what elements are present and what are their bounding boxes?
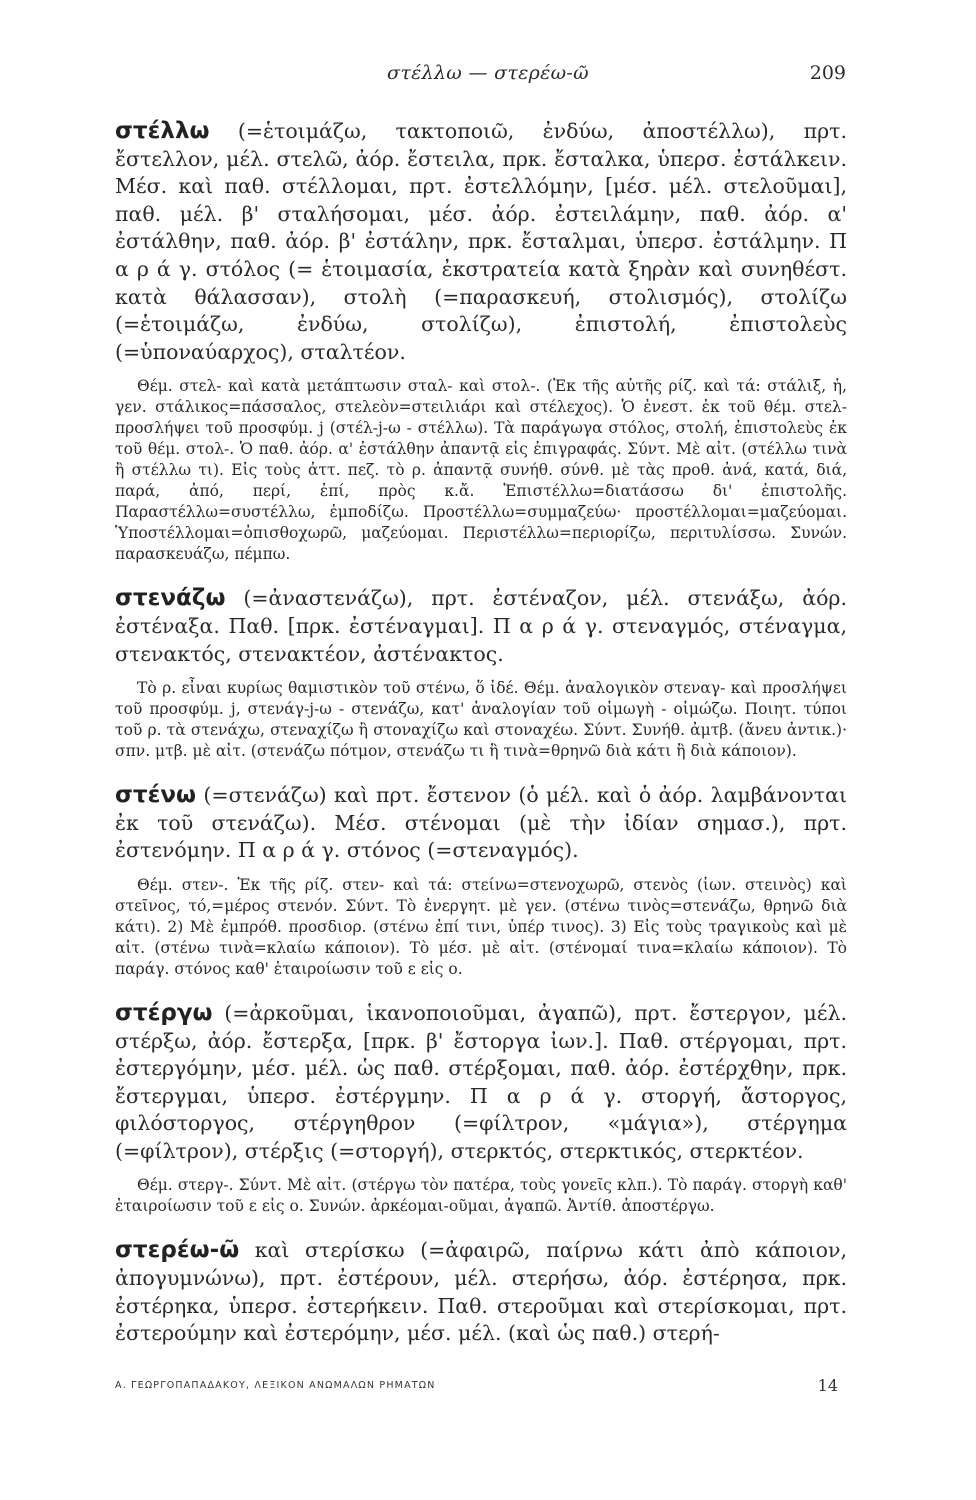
headword: στένω xyxy=(115,782,197,809)
entry-stergo xyxy=(115,1000,847,1218)
entry-stereo xyxy=(115,1237,847,1347)
entry-definition: (=ἑτοιμάζω, τακτοποιῶ, ἐνδύω, ἀποστέλλω), πρτ. ἔστελλον, μέλ. στελῶ, ἀόρ. ἔστειλα, πρκ. ἔσταλκα, ὑπερσ. ἐστάλκειν. Μέσ. καὶ παθ. στέλλομαι, πρτ. ἐστελλόμην, [μέσ. μέλ. στελοῦμαι], παθ. μέλ. β' σταλήσομαι, μέσ. ἀόρ. ἐστειλάμην, παθ. ἀόρ. α' ἐστάλθην, παθ. ἀόρ. β' ἐστάλην, πρκ. ἔσταλμαι, ὑπερσ. ἐστάλμην. Π α ρ ά γ. στόλος (= ἑτοιμασία, ἐκστρατεία κατὰ ξηρὰν καὶ συνηθέστ. κατὰ θάλασσαν), στολὴ (=παρασκευή, στολισμός), στολίζω (=ἑτοιμάζω, ἐνδύω, στολίζω), ἐπιστολή, ἐπιστολεὺς (=ὑποναύαρχος), σταλτέον. xyxy=(115,119,847,364)
headword: στέργω xyxy=(115,999,213,1026)
entry-stenazo xyxy=(115,585,847,762)
entry-main-text xyxy=(115,1237,847,1347)
etymology-note: Θέμ. στελ- καὶ κατὰ μετάπτωσιν σταλ- καὶ στολ-. (Ἐκ τῆς αὐτῆς ρίζ. καὶ τά: στάλιξ, ἡ, γεν. στάλικος=πάσσαλος, στελεὸν=στειλιάρι καὶ στέλεχος). Ὁ ἐνεστ. ἐκ τοῦ θέμ. στελ- προσλήψει τοῦ προσφύμ. j (στέλ-j-ω - στέλλω). Τὰ παράγωγα στόλος, στολή, ἐπιστολεὺς ἐκ τοῦ θέμ. στολ-. Ὁ παθ. ἀόρ. α' ἐστάλθην ἀπαντᾷ εἰς ἐπιγραφάς. Σύντ. Μὲ αἰτ. (στέλλω τινὰ ἢ στέλλω τι). Εἰς τοὺς ἀττ. πεζ. τὸ ρ. ἀπαντᾷ συνήθ. σύνθ. μὲ τὰς προθ. ἀνά, κατά, διά, παρά, ἀπό, περί, ἐπί, πρὸς κ.ἄ. Ἐπιστέλλω=διατάσσω δι' ἐπιστολῆς. Παραστέλλω=συστέλλω, ἐμποδίζω. Προστέλλω=συμμαζεύω· προστέλλομαι=μαζεύομαι. Ὑποστέλλομαι=ὀπισθοχωρῶ, μαζεύομαι. Περιστέλλω=περιορίζω, περιτυλίσσω. Συνών. παρασκευάζω, πέμπω. xyxy=(115,377,847,564)
entry-definition: (=στενάζω) καὶ πρτ. ἔστενον (ὁ μέλ. καὶ ὁ ἀόρ. λαμβάνονται ἐκ τοῦ στενάζω). Μέσ. στένομαι (μὲ τὴν ἰδίαν σημασ.), πρτ. ἐστενόμην. Π α ρ ά γ. στόνος (=στεναγμός). xyxy=(115,783,847,863)
etymology-note: Θέμ. στεν-. Ἐκ τῆς ρίζ. στεν- καὶ τά: στείνω=στενοχωρῶ, στενὸς (ἰων. στεινὸς) καὶ στεῖνος, τό,=μέρος στενόν. Σύντ. Τὸ ἐνεργητ. μὲ γεν. (στένω τινὸς=στενάζω, θρηνῶ διὰ κάτι). 2) Μὲ ἐμπρόθ. προσδιορ. (στένω ἐπί τινι, ὑπέρ τινος). 3) Εἰς τοὺς τραγικοὺς καὶ μὲ αἰτ. (στένω τινὰ=κλαίω κάποιον). Τὸ μέσ. μὲ αἰτ. (στένομαί τινα=κλαίω κάποιον). Τὸ παράγ. στόνος καθ' ἑταιροίωσιν τοῦ ε εἰς ο. xyxy=(115,875,847,978)
etymology-note: Τὸ ρ. εἶναι κυρίως θαμιστικὸν τοῦ στένω, ὅ ἰδέ. Θέμ. ἀναλογικὸν στεναγ- καὶ προσλήψει τοῦ προσφύμ. j, στενάγ-j-ω - στενάζω, κατ' ἀναλογίαν τοῦ οἰμωγὴ - οἰμώζω. Ποιητ. τύποι τοῦ ρ. τὰ στενάχω, στεναχίζω ἢ στοναχίζω καὶ στοναχέω. Σύντ. Συνήθ. ἀμτβ. (ἄνευ ἀντικ.)· σπν. μτβ. μὲ αἰτ. (στενάζω πότμον, στενάζω τι ἢ τινὰ=θρηνῶ διὰ κάτι ἢ διὰ κάποιον). xyxy=(115,679,847,761)
entry-steno xyxy=(115,782,847,980)
headword: στερέω-ῶ xyxy=(115,1237,240,1264)
headword: στενάζω xyxy=(115,585,226,612)
entry-main-text xyxy=(115,1000,847,1166)
entry-definition: (=ἀναστενάζω), πρτ. ἐστέναζον, μέλ. στενάξω, ἀόρ. ἐστέναξα. Παθ. [πρκ. ἐστέναγμαι]. Π α ρ ά γ. στεναγμός, στέναγμα, στενακτός, στενακτέον, ἀστένακτος. xyxy=(115,586,847,666)
headword: στέλλω xyxy=(115,118,210,144)
page-number: 209 xyxy=(809,62,846,84)
footer-imprint: Α. ΓΕΩΡΓΟΠΑΠΑΔΑΚΟΥ, ΛΕΞΙΚΟΝ ΑΝΩΜΑΛΩΝ ΡΗΜΑΤΩΝ xyxy=(115,1380,436,1391)
running-title: στέλλω — στερέω-ῶ xyxy=(387,62,589,84)
entry-main-text xyxy=(115,782,847,865)
dictionary-body xyxy=(115,118,847,1348)
entry-definition: καὶ στερίσκω (=ἀφαιρῶ, παίρνω κάτι ἀπὸ κάποιον, ἀπογυμνώνω), πρτ. ἐστέρουν, μέλ. στερήσω, ἀόρ. ἐστέρησα, πρκ. ἐστέρηκα, ὑπερσ. ἐστερήκειν. Παθ. στεροῦμαι καὶ στερίσκομαι, πρτ. ἐστερούμην καὶ ἐστερόμην, μέσ. μέλ. (καὶ ὡς παθ.) στερή- xyxy=(115,1238,847,1346)
entry-main-text xyxy=(115,118,847,366)
entry-stello xyxy=(115,118,847,565)
entry-main-text xyxy=(115,585,847,668)
signature-mark: 14 xyxy=(817,1376,838,1395)
entry-definition: (=ἀρκοῦμαι, ἱκανοποιοῦμαι, ἀγαπῶ), πρτ. ἔστεργον, μέλ. στέρξω, ἀόρ. ἔστερξα, [πρκ. β' ἔστοργα ἰων.]. Παθ. στέργομαι, πρτ. ἐστεργόμην, μέσ. μέλ. ὡς παθ. στέρξομαι, παθ. ἀόρ. ἐστέρχθην, πρκ. ἔστεργμαι, ὑπερσ. ἐστέργμην. Π α ρ ά γ. στοργή, ἄστοργος, φιλόστοργος, στέργηθρον (=φίλτρον, «μάγια»), στέργημα (=φίλτρον), στέρξις (=στοργή), στερκτός, στερκτικός, στερκτέον. xyxy=(115,1000,847,1163)
etymology-note: Θέμ. στεργ-. Σύντ. Μὲ αἰτ. (στέργω τὸν πατέρα, τοὺς γονεῖς κλπ.). Τὸ παράγ. στοργὴ καθ' ἑταιροίωσιν τοῦ ε εἰς ο. Συνών. ἀρκέομαι-οῦμαι, ἀγαπῶ. Ἀντίθ. ἀποστέργω. xyxy=(115,1176,847,1216)
